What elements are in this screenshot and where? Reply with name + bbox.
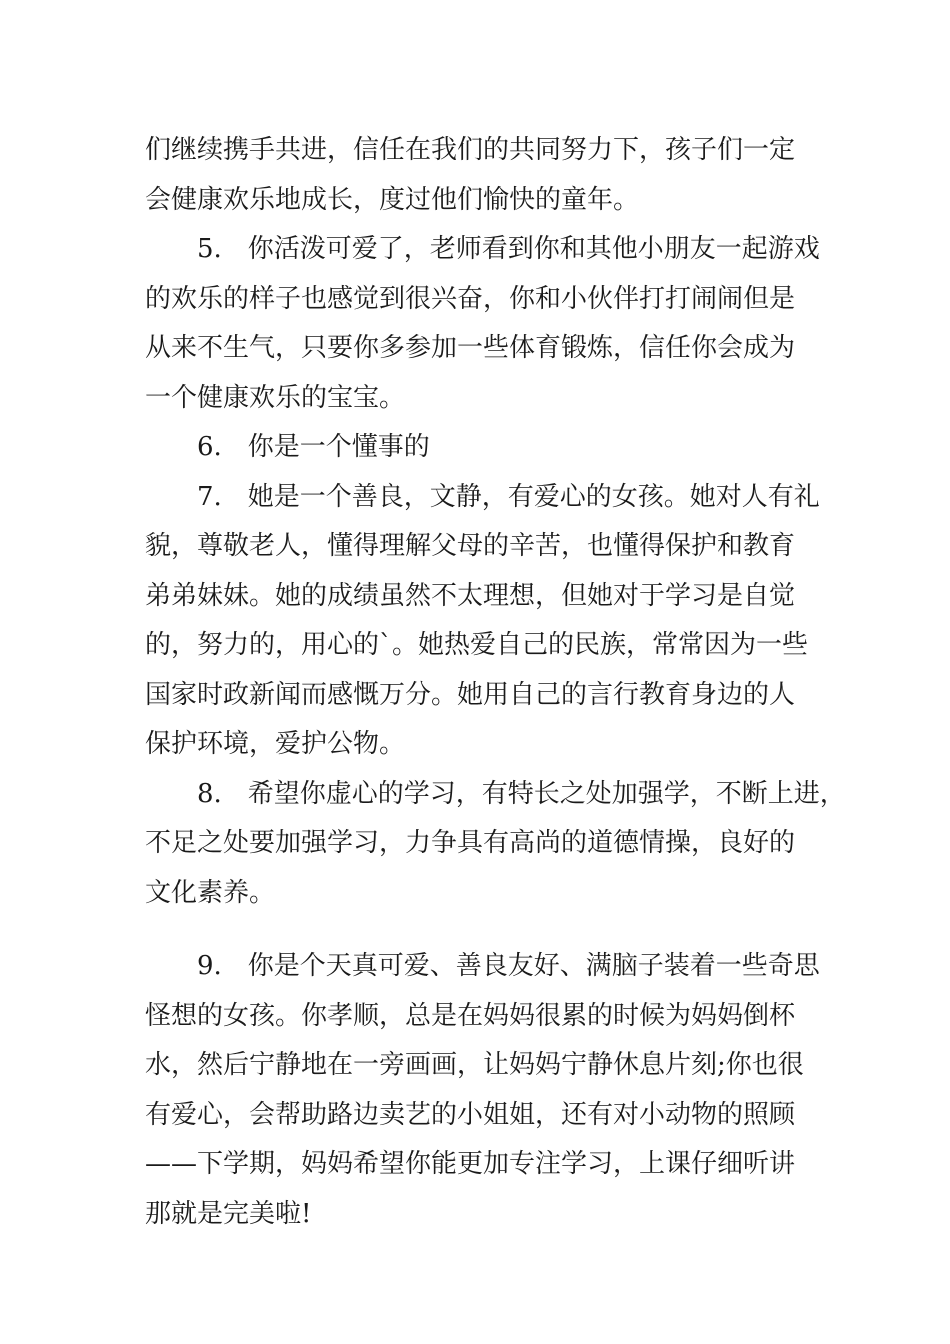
text-line: 貌，尊敬老人，懂得理解父母的辛苦，也懂得保护和教育 xyxy=(145,531,796,561)
text-line: 那就是完美啦! xyxy=(145,1198,312,1229)
text-line: 水，然后宁静地在一旁画画，让妈妈宁静休息片刻;你也很 xyxy=(145,1050,804,1080)
paragraph-9-start: 9. 你是个天真可爱、善良友好、满脑子装着一些奇思 xyxy=(197,951,820,981)
text-line: 会健康欢乐地成长，度过他们愉快的童年。 xyxy=(145,184,640,215)
paragraph-7-start: 7. 她是一个善良，文静，有爱心的女孩。她对人有礼 xyxy=(197,481,820,512)
paragraph-8-start: 8. 希望你虚心的学习，有特长之处加强学，不断上进， xyxy=(197,778,846,809)
text-line: 怪想的女孩。你孝顺，总是在妈妈很累的时候为妈妈倒杯 xyxy=(145,1000,796,1031)
text-line: 有爱心，会帮助路边卖艺的小姐姐，还有对小动物的照顾 xyxy=(145,1099,796,1130)
paragraph-5-start: 5. 你活泼可爱了，老师看到你和其他小朋友一起游戏 xyxy=(197,234,820,264)
text-line: 的，努力的，用心的`。她热爱自己的民族，常常因为一些 xyxy=(145,630,809,660)
text-line: 从来不生气，只要你多参加一些体育锻炼，信任你会成为 xyxy=(145,333,796,363)
paragraph-6-start: 6. 你是一个懂事的 xyxy=(197,432,430,462)
text-line: 弟弟妹妹。她的成绩虽然不太理想，但她对于学习是自觉 xyxy=(145,580,796,611)
text-line: 保护环境，爱护公物。 xyxy=(145,729,406,759)
text-line: 国家时政新闻而感慨万分。她用自己的言行教育身边的人 xyxy=(145,679,796,710)
document-body xyxy=(145,126,846,1239)
text-line: ——下学期，妈妈希望你能更加专注学习，上课仔细听讲 xyxy=(145,1149,796,1179)
text-line: 文化素养。 xyxy=(145,877,276,908)
text-line: 一个健康欢乐的宝宝。 xyxy=(145,382,406,413)
text-line: 不足之处要加强学习，力争具有高尚的道德情操，良好的 xyxy=(145,828,796,858)
text-line: 们继续携手共进，信任在我们的共同努力下，孩子们一定 xyxy=(145,135,796,165)
text-line: 的欢乐的样子也感觉到很兴奋，你和小伙伴打打闹闹但是 xyxy=(145,283,796,314)
